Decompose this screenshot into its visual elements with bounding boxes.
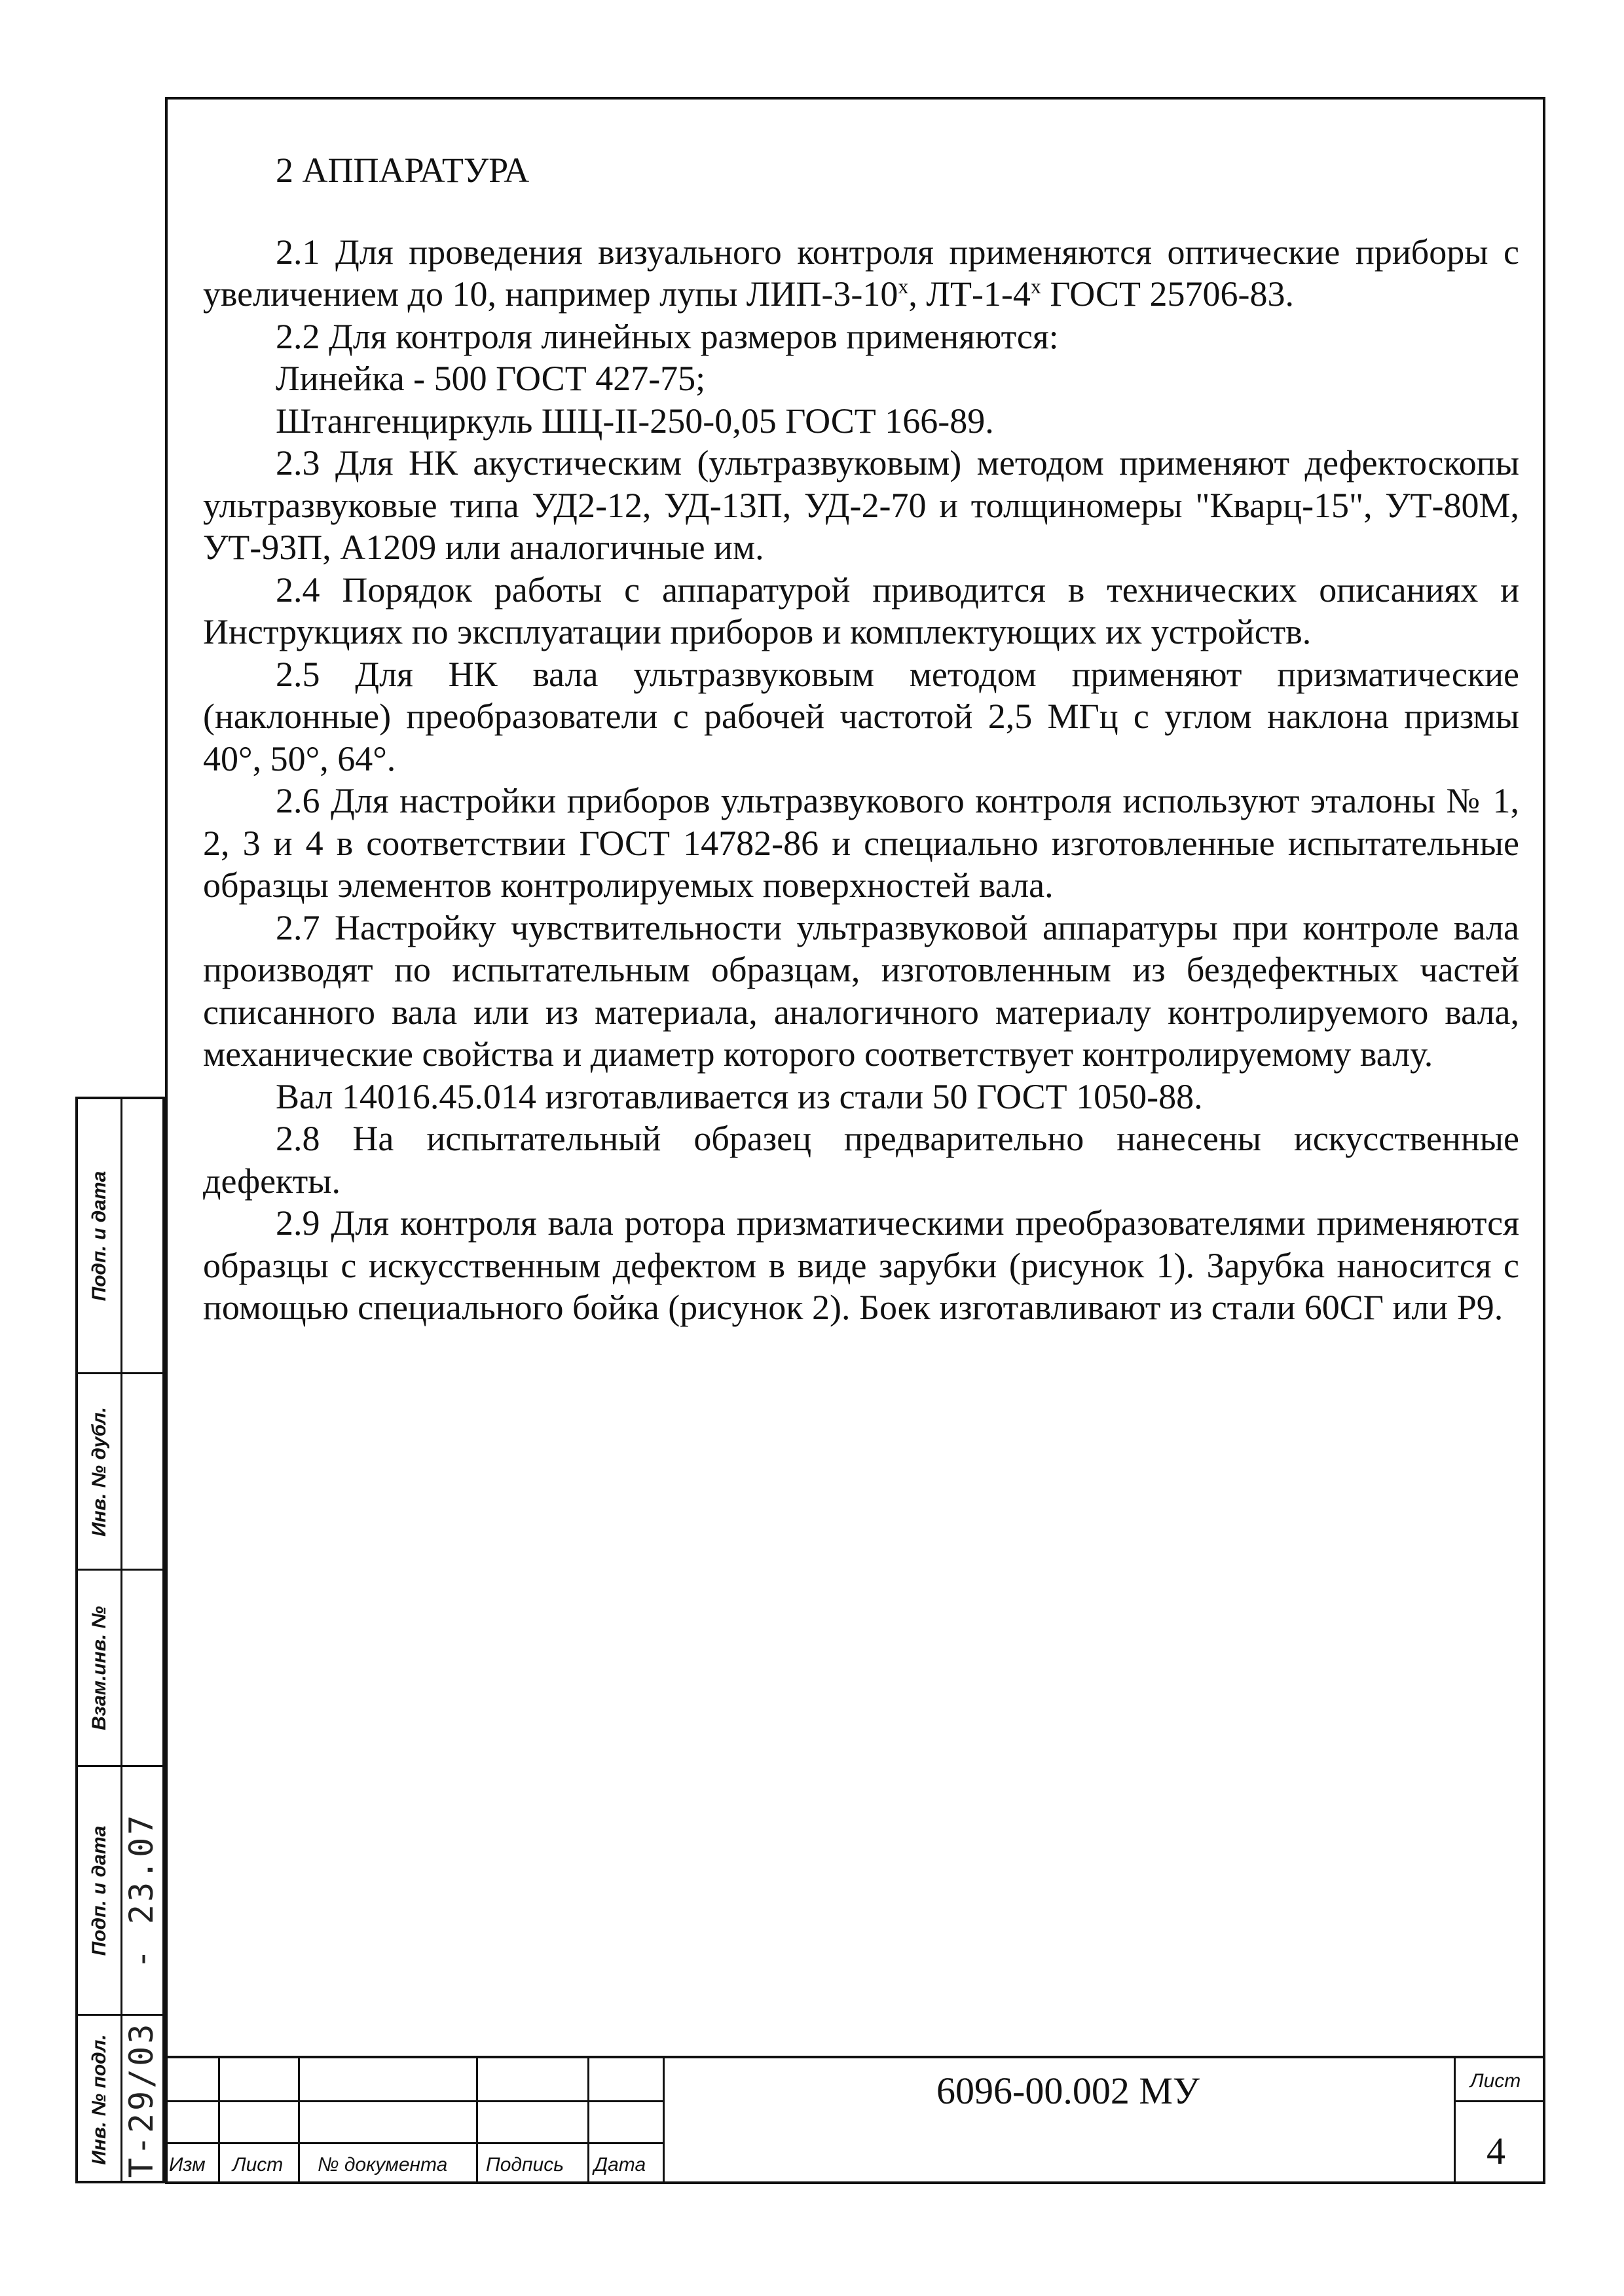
paragraph-2-9: 2.9 Для контроля вала ротора призматическими преобразователями применяются образцы с искусственным дефектом в виде зарубки (рисунок 1). Зарубка наносится с помощью специального бойка (рисунок 2). Боек изготавливают из стали 60СГ или Р9.	[203, 1203, 1519, 1327]
sheet-number: 4	[1486, 2130, 1505, 2172]
paragraph-2-6: 2.6 Для настройки приборов ультразвукового контроля используют эталоны № 1, 2, 3 и 4 в соответствии ГОСТ 14782-86 и специально изготовленные испытательные образцы элементов контролируемых поверхностей вала.	[203, 781, 1519, 905]
tb-col-line-4	[587, 2056, 589, 2184]
side-cell-inv-dubl	[78, 1374, 120, 1571]
paragraph-2-4: 2.4 Порядок работы с аппаратурой приводится в технических описаниях и Инструкциях по эксплуатации приборов и комплектующих их устройств.	[203, 570, 1519, 651]
side-stamp	[75, 1097, 165, 2183]
caliper-line: Штангенциркуль ШЦ-II-250-0,05 ГОСТ 166-89.	[276, 401, 994, 441]
document-number: 6096-00.002 МУ	[936, 2069, 1200, 2112]
paragraph-2-5: 2.5 Для НК вала ультразвуковым методом применяют призматические (наклонные) преобразователи с рабочей частотой 2,5 МГц с углом наклона призмы 40°, 50°, 64°.	[203, 654, 1519, 778]
document-body	[203, 149, 1519, 1329]
tb-col-line-2	[298, 2056, 300, 2184]
tb-col-line-5	[663, 2056, 665, 2184]
tb-caption-list: Лист	[232, 2154, 284, 2176]
side-cell-podp	[78, 1767, 120, 2016]
side-cell-podp-value	[120, 1767, 162, 2016]
paragraph-2-2: 2.2 Для контроля линейных размеров применяются:	[276, 316, 1059, 356]
side-cell-inv-podl-value	[120, 2016, 162, 2183]
side-cell-vzam-inv	[78, 1571, 120, 1767]
tb-caption-doc: № документа	[318, 2154, 448, 2176]
paragraph-2-3: 2.3 Для НК акустическим (ультразвуковым) методом применяют дефектоскопы ультразвуковые типа УД2-12, УД-13П, УД-2-70 и толщиномеры "Кварц-15", УТ-80М, УТ-93П, А1209 или аналогичные им.	[203, 443, 1519, 567]
label-inv-podl: Инв. № подл.	[88, 2034, 110, 2165]
label-inv-dubl: Инв. № дубл.	[88, 1406, 110, 1537]
ruler-line: Линейка - 500 ГОСТ 427-75;	[276, 359, 706, 398]
label-vzam-inv: Взам.инв. №	[88, 1605, 110, 1730]
tb-col-line-6	[1454, 2056, 1456, 2184]
label-podp-data-top: Подп. и дата	[88, 1171, 110, 1301]
paragraph-shaft-material: Вал 14016.45.014 изготавливается из стали 50 ГОСТ 1050-88.	[276, 1076, 1203, 1116]
handwritten-signature-date: - 23.07	[122, 1812, 160, 1969]
handwritten-inv-number: Т-29/03	[122, 2021, 160, 2178]
paragraph-2-1: 2.1 Для проведения визуального контроля применяются оптические приборы с увеличением до 10, например лупы ЛИП-3-10$^x$, ЛТ-1-4$^x$ ГОСТ 25706-83.	[203, 232, 1519, 314]
paragraph-2-7: 2.7 Настройку чувствительности ультразвуковой аппаратуры при контроле вала производят по испытательным образцам, изготовленным из бездефектных частей списанного вала или из материала, аналогичного материалу контролируемого вала, механические свойства и диаметр которого соответствует контролируемому валу.	[203, 907, 1519, 1074]
paragraph-2-8: 2.8 На испытательный образец предварительно нанесены искусственные дефекты.	[203, 1119, 1519, 1201]
section-title: 2 АППАРАТУРА	[276, 151, 530, 190]
tb-col-line-1	[218, 2056, 220, 2184]
side-label-column	[78, 1099, 122, 2181]
tb-sheet-line	[1454, 2100, 1545, 2102]
side-value-column	[120, 1099, 162, 2181]
tb-caption-podpis: Подпись	[486, 2154, 564, 2176]
side-cell-inv-podl	[78, 2016, 120, 2183]
tb-sheet-label: Лист	[1470, 2070, 1521, 2092]
tb-caption-izm: Изм	[169, 2154, 206, 2176]
tb-col-line-3	[476, 2056, 478, 2184]
label-podp-data: Подп. и дата	[88, 1825, 110, 1956]
tb-caption-data: Дата	[594, 2154, 646, 2176]
side-cell-podp-top	[78, 1099, 120, 1374]
